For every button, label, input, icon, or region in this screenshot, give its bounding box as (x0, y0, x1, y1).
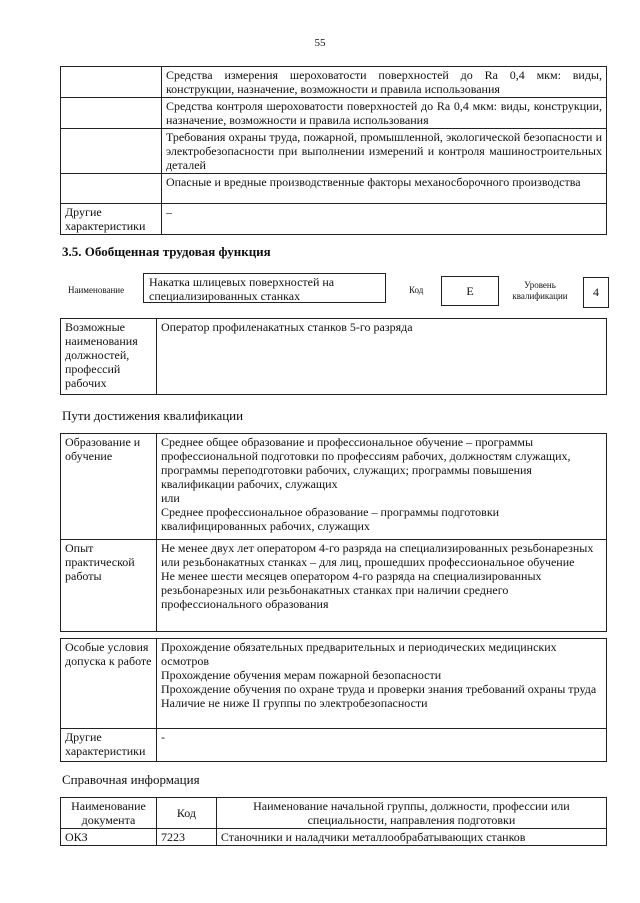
page-number: 55 (314, 37, 326, 49)
row-label (61, 129, 162, 174)
table-row (61, 174, 607, 204)
row-text: Средства измерения шероховатости поверхностей до Ra 0,4 мкм: виды, конструкции, назначение, возможности и правила использования (161, 67, 606, 98)
table-row (61, 98, 607, 129)
name-label: Наименование (68, 285, 125, 295)
education-line: Среднее профессиональное образование – программы подготовки квалифицированных рабочих, служащих (160, 505, 500, 533)
special-conditions-cell (156, 639, 606, 729)
row-label (61, 174, 162, 204)
qualification-level: 4 (583, 277, 609, 308)
table-row (61, 319, 607, 395)
ref-doc: ОКЗ (61, 829, 157, 846)
experience-line: Не менее шести месяцев оператором 4-го разряда на специализированных резьбонарезных или резьбонакатных станках при наличии среднего профессионального образования (160, 569, 542, 611)
row-text: Требования охраны труда, пожарной, промышленной, экологической безопасности и электробезопасности при выполнении измерений и контроля машиностроительных деталей (161, 129, 606, 174)
positions-label: Возможные наименования должностей, профессий рабочих (61, 319, 157, 395)
paths-title: Пути достижения квалификации (62, 408, 244, 423)
conditions-table (60, 638, 607, 762)
education-line: или (160, 491, 180, 505)
header-name: Наименование начальной группы, должности, профессии или специальности, направления подготовки (216, 798, 606, 829)
experience-line: Не менее двух лет оператором 4-го разряда на специализированных резьбонарезных или резьбонакатных станках – для лиц, прошедших профессиональное обучение (160, 541, 594, 569)
section-title: 3.5. Обобщенная трудовая функция (62, 244, 271, 259)
row-label (61, 67, 162, 98)
other-characteristics-value: - (156, 729, 606, 762)
positions-value: Оператор профиленакатных станков 5-го разряда (156, 319, 606, 395)
function-name: Накатка шлицевых поверхностей на специализированных станках (143, 273, 386, 303)
paths-table (60, 433, 607, 632)
row-text: – (161, 204, 606, 235)
other-characteristics-label: Другие характеристики (61, 729, 157, 762)
experience-label: Опыт практической работы (61, 540, 157, 632)
knowledge-table (60, 66, 607, 235)
header-doc: Наименование документа (61, 798, 157, 829)
education-label: Образование и обучение (61, 434, 157, 540)
education-cell (156, 434, 606, 540)
row-text: Опасные и вредные производственные факторы механосборочного производства (161, 174, 606, 204)
condition-line: Прохождение обучения мерам пожарной безопасности (160, 668, 442, 682)
row-label (61, 98, 162, 129)
table-row (61, 129, 607, 174)
table-row (61, 540, 607, 632)
positions-table (60, 318, 607, 395)
level-label: Уровень квалификации (512, 280, 568, 301)
row-label: Другие характеристики (61, 204, 162, 235)
header-code: Код (156, 798, 216, 829)
table-row (61, 434, 607, 540)
table-row (61, 639, 607, 729)
reference-title: Справочная информация (62, 772, 200, 787)
function-code: E (441, 276, 499, 306)
condition-line: Наличие не ниже II группы по электробезопасности (160, 696, 428, 710)
table-row (61, 729, 607, 762)
table-row (61, 829, 607, 846)
reference-table (60, 797, 607, 846)
special-conditions-label: Особые условия допуска к работе (61, 639, 157, 729)
condition-line: Прохождение обучения по охране труда и проверки знания требований охраны труда (160, 682, 597, 696)
code-label: Код (409, 285, 424, 295)
table-header-row (61, 798, 607, 829)
table-row (61, 204, 607, 235)
condition-line: Прохождение обязательных предварительных и периодических медицинских осмотров (160, 640, 557, 668)
table-row (61, 67, 607, 98)
education-line: Среднее общее образование и профессиональное обучение – программы профессиональной подготовки по профессиям рабочих, должностям служащих, программы переподготовки рабочих, служащих; программы повышения квалификации рабочих, служащих (160, 435, 571, 491)
row-text: Средства контроля шероховатости поверхностей до Ra 0,4 мкм: виды, конструкции, назначение, возможности и правила использования (161, 98, 606, 129)
ref-code: 7223 (156, 829, 216, 846)
experience-cell (156, 540, 606, 632)
ref-name: Станочники и наладчики металлообрабатывающих станков (216, 829, 606, 846)
